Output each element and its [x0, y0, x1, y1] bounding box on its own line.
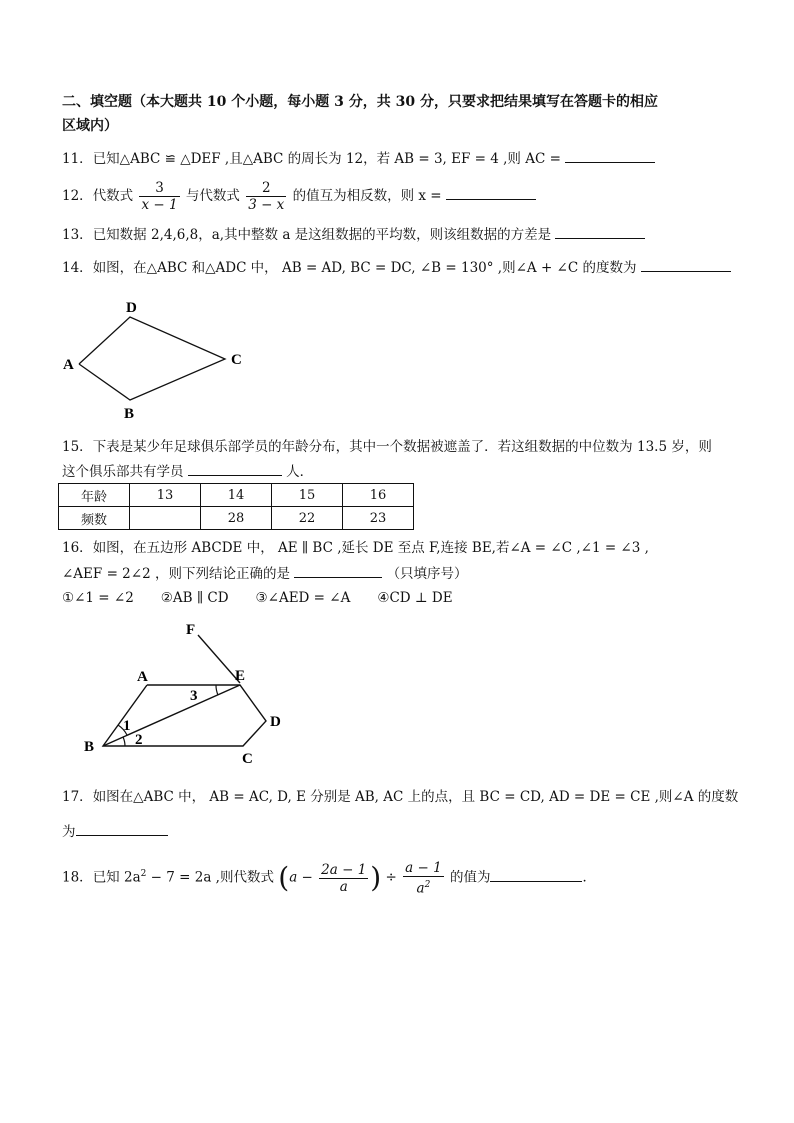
question-16-cont: [62, 563, 468, 584]
q15-line2-post: 人．: [286, 464, 314, 480]
q14-label-a: A: [63, 357, 74, 373]
q16-angle-label-2: 2: [135, 732, 143, 748]
q16-label-a: A: [137, 669, 148, 685]
q16-label-b: B: [84, 739, 95, 755]
table-cell: 13: [130, 484, 201, 507]
q18-fraction-2: [403, 860, 444, 897]
q12-pre: 代数式: [92, 188, 134, 204]
q17-number: 17．: [62, 789, 93, 805]
q13-number: 13．: [62, 227, 93, 243]
q18-f2-numerator: a − 1: [405, 859, 442, 876]
q14-quad-outline: [79, 317, 225, 400]
q16-line2-pre: ∠AEF = 2∠2 ，则下列结论正确的是: [62, 566, 290, 582]
q18-f2-denominator: [403, 877, 444, 897]
section-title-line1: 二、填空题（本大题共 10 个小题，每小题 3 分，共 30 分，只要求把结果填写在答题卡的相应: [62, 94, 658, 110]
q16-answer-blank[interactable]: [294, 563, 382, 578]
q18-sup-1: 2: [140, 869, 147, 879]
table-cell: 年龄: [59, 484, 130, 507]
q12-mid: 与代数式: [185, 188, 240, 204]
q16-label-f: F: [186, 622, 196, 638]
q18-pre: 已知 2a: [92, 869, 141, 886]
q16-angle-arc-3: [216, 685, 218, 695]
q12-f2-denominator: 3 − x: [248, 197, 285, 213]
q15-number: 15．: [62, 439, 93, 455]
table-cell: 23: [343, 507, 414, 530]
table-cell: 频数: [59, 507, 130, 530]
question-16: [62, 538, 649, 558]
q16-pentagon-outline: [103, 685, 266, 746]
q12-fraction-1: [139, 180, 179, 213]
q18-f1-numerator: 2a − 1: [321, 861, 367, 878]
q16-label-d: D: [270, 714, 281, 730]
q17-line1: 如图在△ABC 中， AB = AC, D, E 分别是 AB, AC 上的点，且 BC = CD, AD = DE = CE ,则∠A 的度数: [92, 789, 739, 805]
q18-post: 的值为: [449, 869, 491, 886]
question-16-options: [62, 588, 453, 608]
section-title: [62, 92, 658, 112]
q18-fraction-1: [319, 862, 368, 895]
q12-answer-blank[interactable]: [446, 185, 536, 200]
table-cell-covered: [130, 507, 201, 530]
question-15-cont: [62, 461, 313, 482]
q12-post: 的值互为相反数，则 x =: [292, 188, 442, 204]
q18-f1-denominator: a: [339, 878, 348, 895]
q17-line2-pre: 为: [62, 824, 76, 840]
q16-line2-post: （只填序号）: [386, 566, 468, 582]
q16-line1: 如图，在五边形 ABCDE 中， AE ∥ BC ,延长 DE 至点 F,连接 BE,若∠A = ∠C ,∠1 = ∠3 ,: [92, 540, 649, 556]
q18-close-paren: ): [370, 861, 382, 894]
q18-cond: − 7 = 2a ,则代数式: [146, 869, 274, 886]
table-cell: 14: [201, 484, 272, 507]
question-11: [62, 148, 655, 169]
q14-quadrilateral-figure: [60, 292, 260, 422]
q16-number: 16．: [62, 540, 93, 556]
q14-label-b: B: [124, 406, 135, 422]
q16-label-c: C: [242, 751, 253, 767]
q17-answer-blank[interactable]: [76, 821, 168, 836]
q18-answer-blank[interactable]: [490, 867, 582, 882]
q12-f1-numerator: 3: [139, 180, 179, 197]
q18-f2-den-base: a: [416, 880, 425, 897]
q16-options: ①∠1 = ∠2 ②AB ∥ CD ③∠AED = ∠A ④CD ⊥ DE: [62, 590, 453, 606]
q13-text: 已知数据 2,4,6,8，a,其中整数 a 是这组数据的平均数，则该组数据的方差是: [92, 227, 552, 243]
q11-number: 11．: [62, 151, 93, 167]
q12-f2-numerator: 2: [246, 180, 286, 197]
table-cell: 28: [201, 507, 272, 530]
q14-text: 如图，在△ABC 和△ADC 中， AB = AD, BC = DC, ∠B = 130° ,则∠A + ∠C 的度数为: [92, 260, 637, 276]
q14-label-c: C: [231, 352, 242, 368]
question-13: [62, 224, 645, 245]
q12-number: 12．: [62, 188, 93, 204]
q18-open-paren: (: [278, 861, 290, 894]
table-cell: 15: [272, 484, 343, 507]
question-17: [62, 787, 738, 807]
q16-angle-label-3: 3: [190, 688, 198, 704]
section-title-line2: 区域内）: [62, 118, 118, 134]
q11-text: 已知△ABC ≌ △DEF ,且△ABC 的周长为 12，若 AB = 3, EF = 4 ,则 AC =: [92, 151, 561, 167]
q15-line1: 下表是某少年足球俱乐部学员的年龄分布，其中一个数据被遮盖了．若这组数据的中位数为 13.5 岁，则: [92, 439, 712, 455]
question-15: [62, 437, 712, 457]
q15-age-table: [58, 483, 414, 530]
q18-a-minus: a −: [289, 869, 313, 886]
q15-answer-blank[interactable]: [188, 461, 282, 476]
q11-answer-blank[interactable]: [565, 148, 655, 163]
q16-angle-arc-2: [123, 737, 125, 746]
question-17-cont: [62, 821, 168, 842]
question-18: [62, 856, 596, 896]
q12-f1-denominator: x − 1: [141, 197, 178, 213]
table-cell: 16: [343, 484, 414, 507]
q14-number: 14．: [62, 260, 93, 276]
q18-end: ．: [582, 869, 596, 886]
q14-answer-blank[interactable]: [641, 257, 731, 272]
q14-label-d: D: [126, 300, 137, 316]
q18-divide: ÷: [385, 869, 397, 886]
question-12: [62, 178, 536, 214]
q16-segment-fe: [198, 635, 240, 683]
q16-pentagon-figure: [80, 618, 300, 768]
table-row: [59, 507, 414, 530]
q13-answer-blank[interactable]: [555, 224, 645, 239]
q16-angle-label-1: 1: [123, 718, 131, 734]
q12-fraction-2: [246, 180, 286, 213]
table-row: [59, 484, 414, 507]
q16-label-e: E: [235, 668, 246, 684]
section-title-cont: [62, 116, 118, 136]
table-cell: 22: [272, 507, 343, 530]
q15-line2-pre: 这个俱乐部共有学员: [62, 464, 184, 480]
q18-number: 18．: [62, 869, 93, 886]
question-14: [62, 257, 731, 278]
q18-sup-2: 2: [424, 879, 431, 890]
